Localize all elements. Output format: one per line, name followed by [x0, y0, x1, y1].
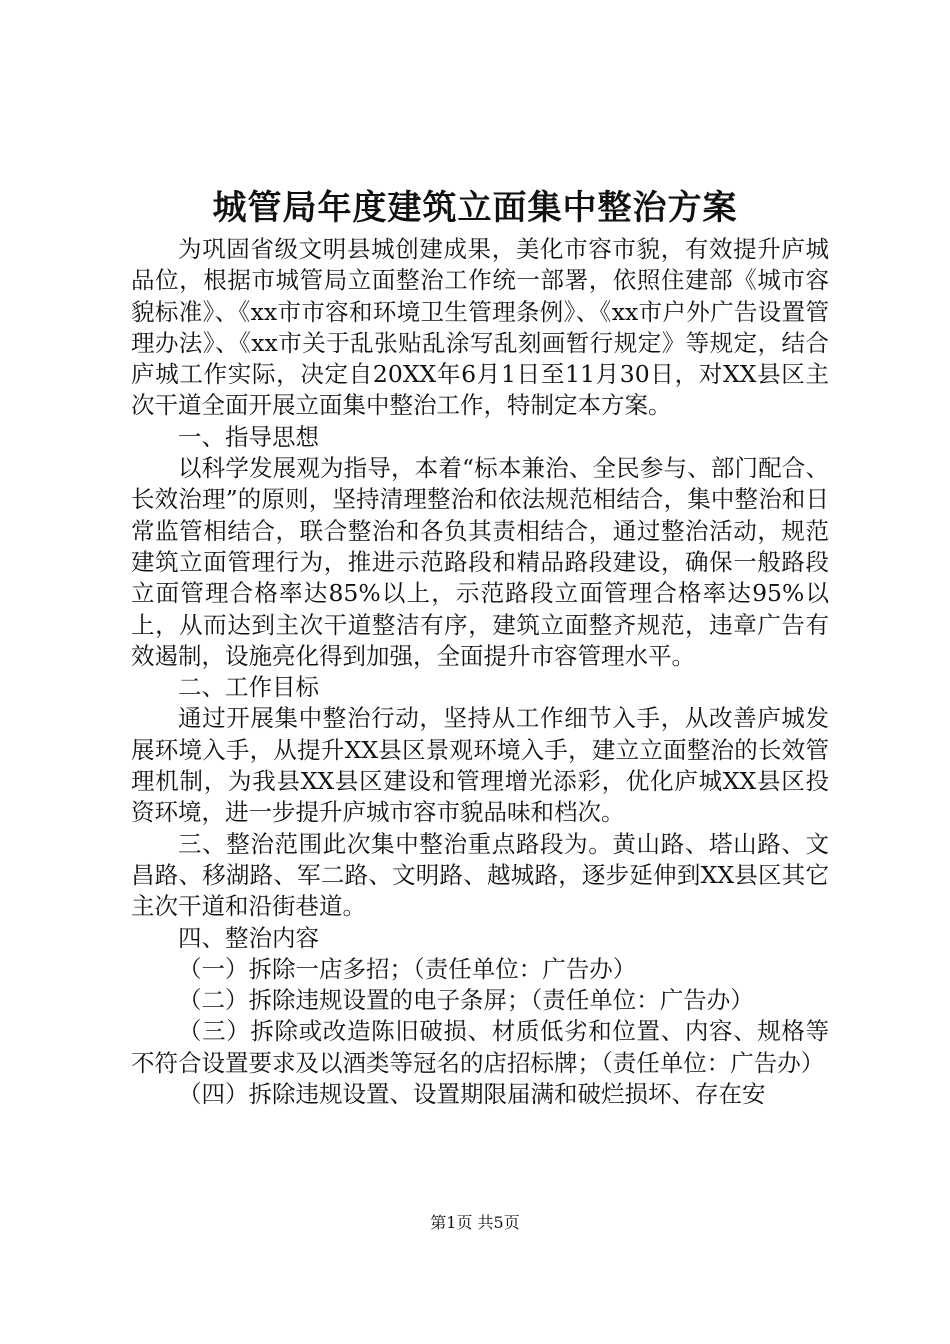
- paragraph-scope: 三、整治范围此次集中整治重点路段为。黄山路、塔山路、文昌路、移湖路、军二路、文明路、越城路，逐步延伸到XX县区其它主次干道和沿街巷道。: [131, 829, 829, 921]
- paragraph-guiding-thought: 以科学发展观为指导，本着“标本兼治、全民参与、部门配合、长效治理”的原则，坚持清理整治和依法规范相结合，集中整治和日常监管相结合，联合整治和各负其责相结合，通过整治活动，规范建筑立面管理行为，推进示范路段和精品路段建设，确保一般路段立面管理合格率达85%以上，示范路段立面管理合格率达95%以上，从而达到主次干道整洁有序，建筑立面整齐规范，违章广告有效遏制，设施亮化得到加强，全面提升市容管理水平。: [131, 454, 829, 670]
- section-heading-4: 四、整治内容: [178, 923, 319, 952]
- list-item-2: （二）拆除违规设置的电子条屏；（责任单位：广告办）: [178, 986, 754, 1015]
- paragraph-intro: 为巩固省级文明县城创建成果，美化市容市貌，有效提升庐城品位，根据市城管局立面整治工作统一部署，依照住建部《城市容貌标准》、《xx市市容和环境卫生管理条例》、《xx市户外广告设置管理办法》、《xx市关于乱张贴乱涂写乱刻画暂行规定》等规定，结合庐城工作实际，决定自20XX年6月1日至11月30日，对XX县区主次干道全面开展立面集中整治工作，特制定本方案。: [131, 235, 829, 420]
- document-title: 城管局年度建筑立面集中整治方案: [212, 188, 738, 228]
- list-item-3: （三）拆除或改造陈旧破损、材质低劣和位置、内容、规格等不符合设置要求及以酒类等冠名的店招标牌；（责任单位：广告办）: [131, 1017, 829, 1077]
- page-number-footer: 第1页 共5页: [430, 1213, 520, 1232]
- list-item-4: （四）拆除违规设置、设置期限届满和破烂损坏、存在安: [178, 1080, 766, 1109]
- section-heading-2: 二、工作目标: [178, 673, 319, 702]
- document-body: [131, 234, 829, 1110]
- paragraph-work-goal: 通过开展集中整治行动，坚持从工作细节入手，从改善庐城发展环境入手，从提升XX县区景观环境入手，建立立面整治的长效管理机制，为我县XX县区建设和管理增光添彩，优化庐城XX县区投资环境，进一步提升庐城市容市貌品味和档次。: [131, 704, 829, 827]
- list-item-1: （一）拆除一店多招；（责任单位：广告办）: [178, 954, 637, 983]
- section-heading-1: 一、指导思想: [178, 422, 319, 451]
